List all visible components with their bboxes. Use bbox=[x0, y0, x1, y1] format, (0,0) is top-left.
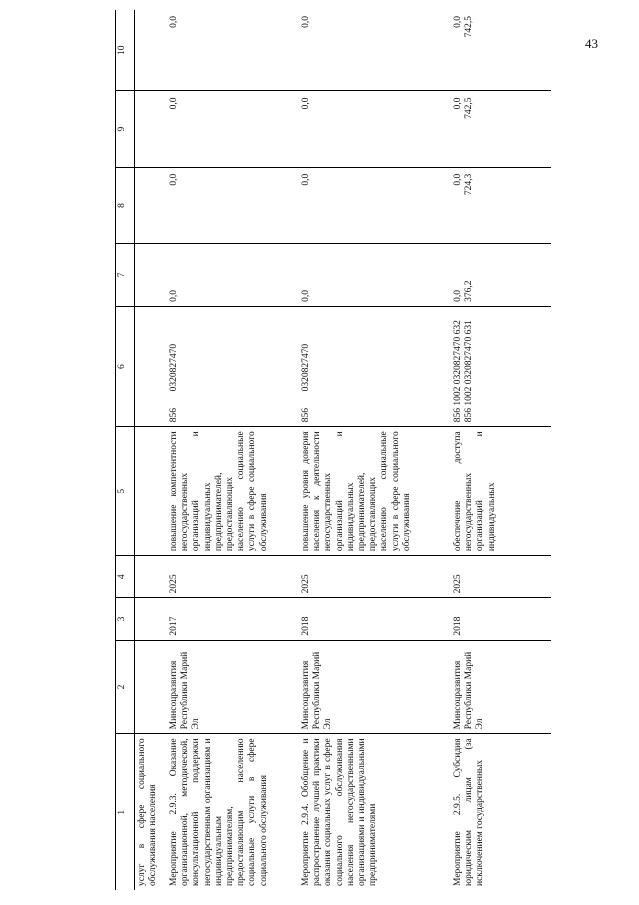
cell-expected-result: обеспечение доступа негосударственных организаций и индивидуальных bbox=[451, 427, 551, 556]
cell-measure-title: Мероприятие 2.9.4. Обобщение и распространение лучшей практики оказания социальных услуг в сфере социального обслуживания населения негосударственными организациями и индивидуальными предпринимателями bbox=[301, 738, 379, 886]
table-row bbox=[299, 10, 451, 890]
table-row bbox=[451, 10, 551, 890]
cell-expected-result: повышение уровня доверия населения к деятельности негосударственных организаций и индивидуальных предпринимателей, предоставляющих населению социальные услуги в сфере социального обслуживания bbox=[299, 427, 451, 556]
cell-value-col9: 0,0 bbox=[167, 91, 299, 167]
header-col-6: 6 bbox=[116, 306, 135, 426]
cell-end-year: 2025 bbox=[299, 556, 451, 598]
budget-code-csr: 0320827470 bbox=[169, 343, 179, 392]
cell-value-col7: 0,0 bbox=[167, 244, 299, 307]
cell-start-year: 2017 bbox=[167, 598, 299, 640]
program-table bbox=[115, 10, 551, 890]
cell-measure-title: Мероприятие 2.9.5. Субсидия юридическим лицам (за исключением государственных bbox=[453, 738, 486, 886]
budget-code-grbs: 856 bbox=[301, 408, 311, 423]
header-col-2: 2 bbox=[116, 640, 135, 734]
cell-end-year: 2025 bbox=[451, 556, 551, 598]
cell-budget-code bbox=[167, 306, 299, 426]
cell-budget-code bbox=[451, 306, 551, 426]
cell-value-col7: 0,0 bbox=[299, 244, 451, 307]
header-col-4: 4 bbox=[116, 556, 135, 598]
value-col8-b: 724,3 bbox=[464, 173, 475, 196]
value-col10-b: 742,5 bbox=[464, 16, 475, 38]
value-col9-b: 742,5 bbox=[464, 97, 475, 119]
page-number: 43 bbox=[585, 36, 598, 51]
budget-code-line-1: 856 1002 0320827470 632 bbox=[453, 320, 463, 423]
table-row bbox=[167, 10, 299, 890]
header-col-9: 9 bbox=[116, 91, 135, 167]
cell-value-col10: 0,0 bbox=[299, 10, 451, 91]
table-row-continuation bbox=[135, 10, 168, 890]
cell-measure-title: Мероприятие 2.9.3. Оказание организационной, методической, консультационной поддержки негосударственным организациям и индивидуальным предпринимателям, предоставляющим населению социальные услуги в сфере социального обслуживания bbox=[169, 738, 269, 886]
header-col-1: 1 bbox=[116, 734, 135, 890]
header-col-3: 3 bbox=[116, 598, 135, 640]
budget-code-line-2: 856 1002 0320827470 631 bbox=[464, 320, 475, 423]
header-col-8: 8 bbox=[116, 167, 135, 243]
value-col7-b: 376,2 bbox=[464, 280, 475, 302]
cell-value-col9 bbox=[451, 91, 551, 167]
cell-value-col9: 0,0 bbox=[299, 91, 451, 167]
value-col10-a: 0,0 bbox=[453, 16, 463, 28]
budget-code-csr: 0320827470 bbox=[301, 343, 311, 392]
header-row bbox=[116, 10, 135, 890]
cell-budget-code bbox=[299, 306, 451, 426]
header-col-5: 5 bbox=[116, 427, 135, 556]
cell-executor: Минсоцразвития Республики Марий Эл bbox=[299, 640, 451, 734]
cell-end-year: 2025 bbox=[167, 556, 299, 598]
cell-executor: Минсоцразвития Республики Марий Эл bbox=[167, 640, 299, 734]
value-col9-a: 0,0 bbox=[453, 97, 463, 110]
header-col-7: 7 bbox=[116, 244, 135, 307]
cell-expected-result: повышение компетентности негосударственных организаций и индивидуальных предпринимателей, предоставляющих населению социальные услуги в сфере социального обслуживания bbox=[167, 427, 299, 556]
value-col8-a: 0,0 bbox=[453, 173, 463, 186]
cell-executor: Минсоцразвития Республики Марий Эл bbox=[451, 640, 551, 734]
cell-value-col8: 0,0 bbox=[167, 167, 299, 243]
cell-value-col10: 0,0 bbox=[167, 10, 299, 91]
header-col-10: 10 bbox=[116, 10, 135, 91]
cell-continuation-col1: услуг в сфере социального обслуживания населения bbox=[137, 738, 159, 886]
cell-value-col7 bbox=[451, 244, 551, 307]
cell-start-year: 2018 bbox=[451, 598, 551, 640]
cell-value-col10 bbox=[451, 10, 551, 91]
rotated-table-container bbox=[115, 10, 615, 890]
cell-start-year: 2018 bbox=[299, 598, 451, 640]
cell-value-col8: 0,0 bbox=[299, 167, 451, 243]
budget-code-grbs: 856 bbox=[169, 408, 179, 423]
cell-value-col8 bbox=[451, 167, 551, 243]
value-col7-a: 0,0 bbox=[453, 289, 463, 302]
